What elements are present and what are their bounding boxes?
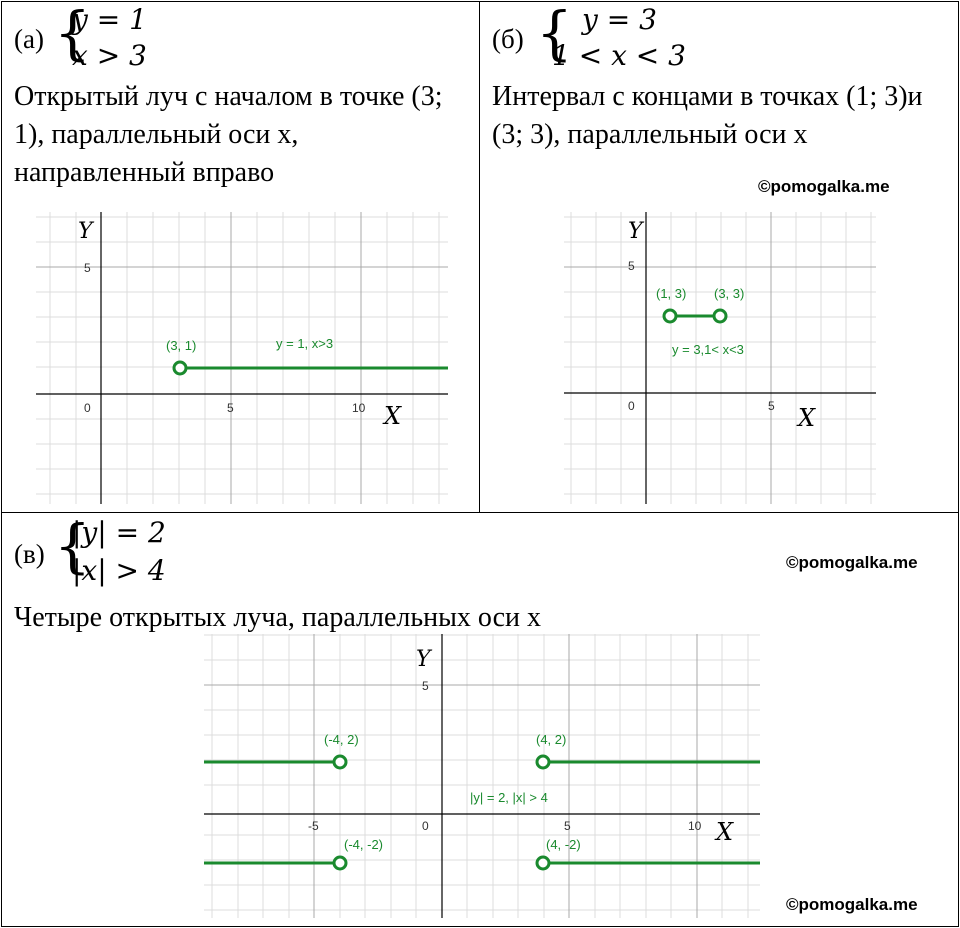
graph-a xyxy=(36,212,448,504)
watermark: ©pomogalka.me xyxy=(786,553,918,572)
tick-5-x: 5 xyxy=(564,819,571,833)
system-eq-2: |x| > 4 xyxy=(72,554,166,587)
point-label: (3, 1) xyxy=(166,338,197,353)
watermark-bottom: ©pomogalka.me xyxy=(786,895,918,914)
tick-origin: 0 xyxy=(628,399,635,413)
tick-5-x: 5 xyxy=(768,399,775,413)
panel-v xyxy=(0,513,960,928)
point-label-3-3: (3, 3) xyxy=(714,286,745,301)
grid xyxy=(564,212,876,504)
major-grid xyxy=(564,212,876,504)
major-grid xyxy=(36,212,448,504)
tick-5-y: 5 xyxy=(422,679,429,693)
tick-10-x: 10 xyxy=(688,819,702,833)
open-point-m4-2 xyxy=(334,756,346,768)
graph-v xyxy=(204,634,760,918)
major-grid xyxy=(204,634,760,918)
system-brace: { xyxy=(54,512,91,580)
panel-b-description: Интервал с концами в точках (1; 3)и (3; 3), параллельный оси x xyxy=(492,81,923,150)
axis-y-label: Y xyxy=(78,219,93,244)
panel-v-description: Четыре открытых луча, параллельных оси x xyxy=(14,602,542,633)
graph-annotation: y = 3,1< x<3 xyxy=(672,342,744,357)
panel-v-label: (в) xyxy=(14,539,45,569)
system-eq-1: y = 3 xyxy=(582,3,657,36)
point-label-4-2: (4, 2) xyxy=(536,732,567,747)
tick-origin: 0 xyxy=(84,401,91,415)
point-label-1-3: (1, 3) xyxy=(656,286,687,301)
graph-annotation: y = 1, x>3 xyxy=(276,336,334,351)
panel-b-label: (б) xyxy=(492,24,524,54)
tick-5-y: 5 xyxy=(84,261,91,275)
axis-x-label: X xyxy=(798,404,816,432)
panel-a xyxy=(0,0,480,512)
watermark: ©pomogalka.me xyxy=(758,177,890,196)
open-point-4-2 xyxy=(537,756,549,768)
axis-x-label: X xyxy=(716,818,734,846)
graph-b xyxy=(564,212,876,504)
grid xyxy=(36,212,448,504)
tick-5-x: 5 xyxy=(227,401,234,415)
axis-y-label: Y xyxy=(416,647,431,672)
system-eq-1: |y| = 2 xyxy=(72,516,166,549)
open-point-m4-m2 xyxy=(334,857,346,869)
tick-origin: 0 xyxy=(422,819,429,833)
system-eq-1: y = 1 xyxy=(72,3,147,36)
open-point-4-m2 xyxy=(537,857,549,869)
open-point xyxy=(174,362,186,374)
panel-a-label: (a) xyxy=(14,24,44,54)
system-eq-2: x > 3 xyxy=(72,39,147,72)
grid xyxy=(204,634,760,918)
tick-minus5-x: -5 xyxy=(308,819,319,833)
graph-annotation: |y| = 2, |x| > 4 xyxy=(470,790,548,805)
axis-x-label: X xyxy=(384,402,402,430)
system-brace: { xyxy=(536,0,573,67)
panel-a-description: Открытый луч с началом в точке (3; 1), параллельный оси x, направленный вправо xyxy=(14,81,443,188)
tick-10-x: 10 xyxy=(352,401,366,415)
open-point-1-3 xyxy=(664,310,676,322)
axis-y-label: Y xyxy=(628,219,643,244)
system-eq-2: 1 < x < 3 xyxy=(552,39,686,72)
open-point-3-3 xyxy=(714,310,726,322)
panel-b xyxy=(480,0,960,512)
point-label-m4-2: (-4, 2) xyxy=(324,732,359,747)
system-brace: { xyxy=(54,0,91,67)
point-label-4-m2: (4, -2) xyxy=(546,837,581,852)
point-label-m4-m2: (-4, -2) xyxy=(344,837,383,852)
tick-5-y: 5 xyxy=(628,259,635,273)
